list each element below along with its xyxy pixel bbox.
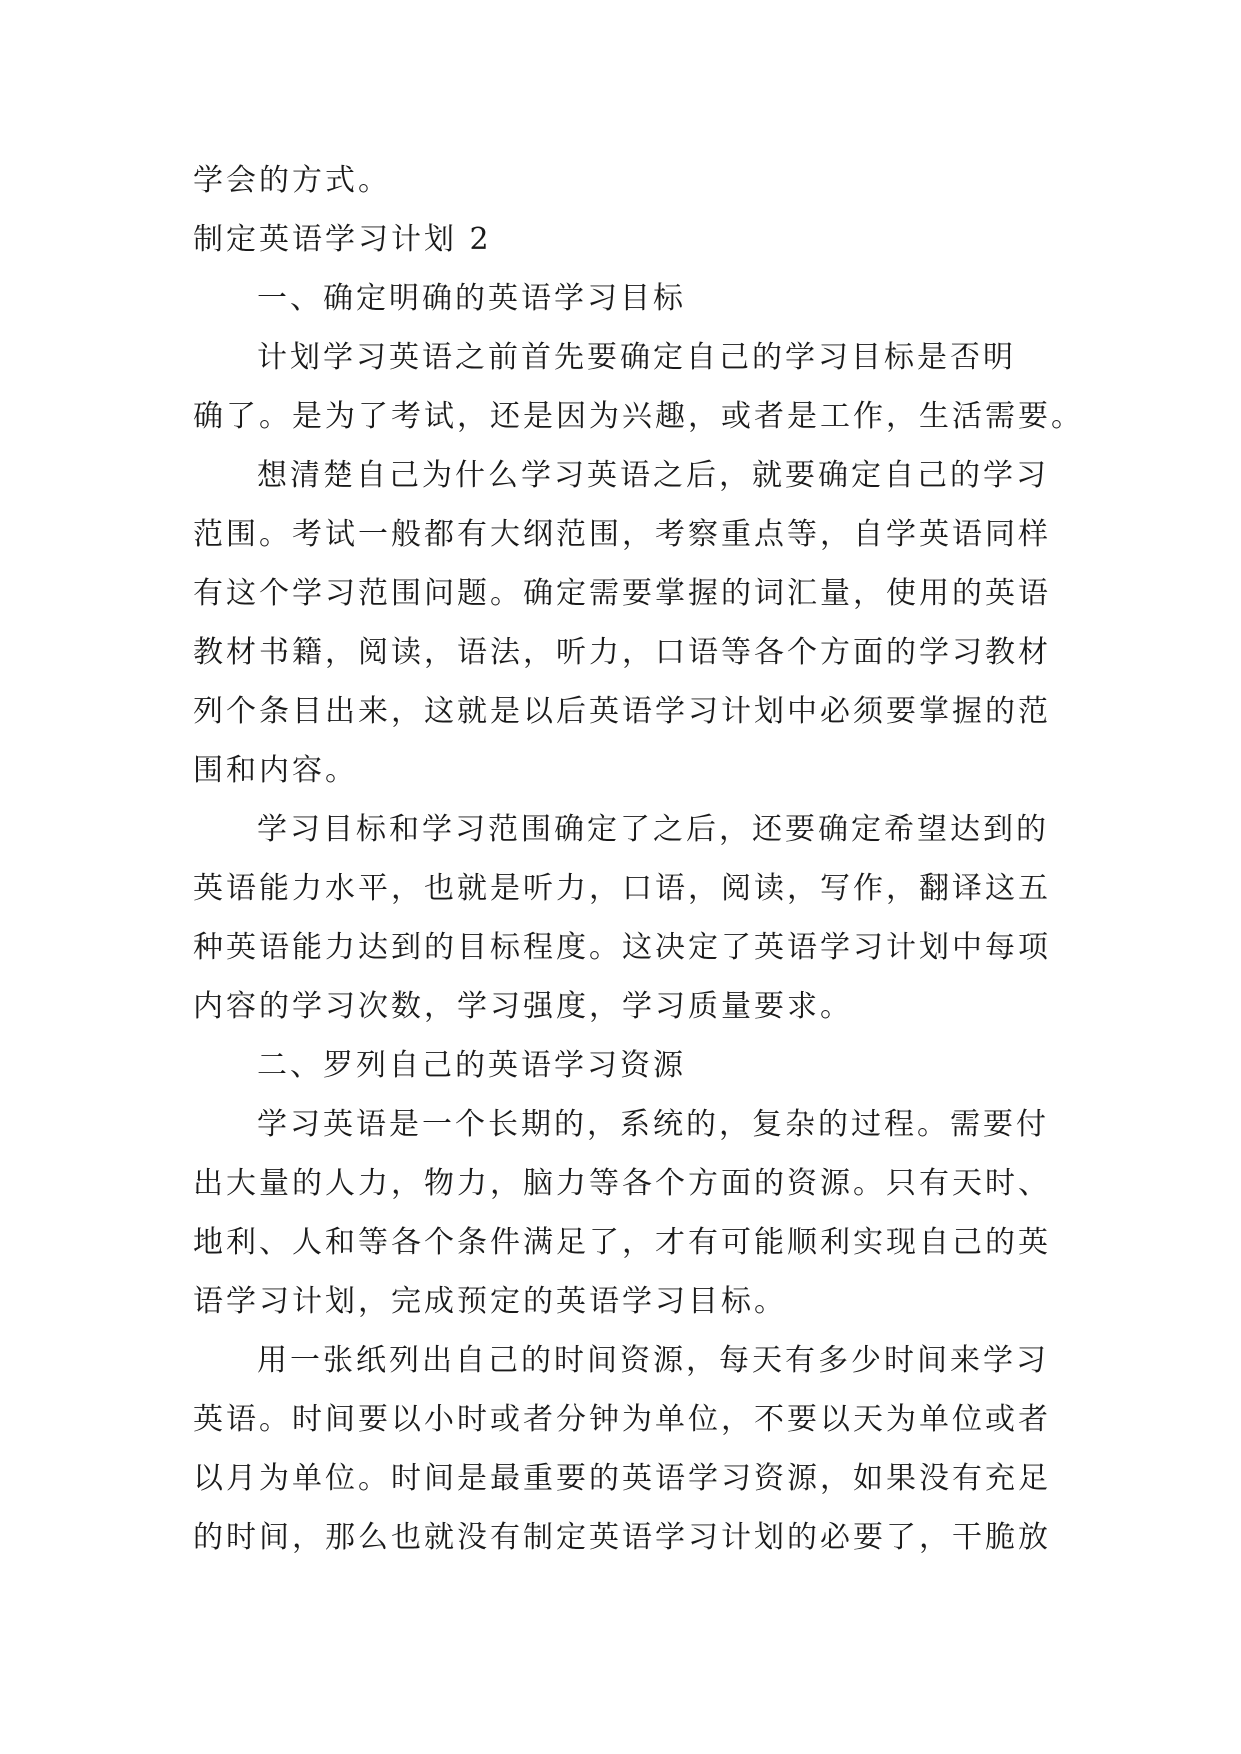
text-line: 学会的方式。 (193, 163, 391, 198)
text-line: 英语。时间要以小时或者分钟为单位，不要以天为单位或者 (193, 1402, 1051, 1437)
text-line: 用一张纸列出自己的时间资源，每天有多少时间来学习 (257, 1343, 1049, 1378)
text-line: 确了。是为了考试，还是因为兴趣，或者是工作，生活需要。 (193, 399, 1084, 434)
text-line: 有这个学习范围问题。确定需要掌握的词汇量，使用的英语 (193, 576, 1051, 611)
document-body (193, 151, 1084, 1567)
text-line: 英语能力水平，也就是听力，口语，阅读，写作，翻译这五 (193, 871, 1051, 906)
text-line: 地利、人和等各个条件满足了，才有可能顺利实现自己的英 (193, 1225, 1051, 1260)
text-line: 想清楚自己为什么学习英语之后，就要确定自己的学习 (257, 458, 1049, 493)
text-line: 以月为单位。时间是最重要的英语学习资源，如果没有充足 (193, 1461, 1051, 1496)
text-line: 围和内容。 (193, 753, 358, 788)
text-line: 的时间，那么也就没有制定英语学习计划的必要了，干脆放 (193, 1520, 1051, 1555)
text-line: 出大量的人力，物力，脑力等各个方面的资源。只有天时、 (193, 1166, 1051, 1201)
text-line: 列个条目出来，这就是以后英语学习计划中必须要掌握的范 (193, 694, 1051, 729)
text-line: 制定英语学习计划 2 (193, 222, 492, 257)
text-line: 范围。考试一般都有大纲范围，考察重点等，自学英语同样 (193, 517, 1051, 552)
text-line: 教材书籍，阅读，语法，听力，口语等各个方面的学习教材 (193, 635, 1051, 670)
text-line: 语学习计划，完成预定的英语学习目标。 (193, 1284, 787, 1319)
text-line: 学习目标和学习范围确定了之后，还要确定希望达到的 (257, 812, 1049, 847)
text-line: 内容的学习次数，学习强度，学习质量要求。 (193, 989, 853, 1024)
text-line: 一、确定明确的英语学习目标 (257, 281, 686, 316)
text-line: 学习英语是一个长期的，系统的，复杂的过程。需要付 (257, 1107, 1049, 1142)
text-line: 种英语能力达到的目标程度。这决定了英语学习计划中每项 (193, 930, 1051, 965)
text-line: 计划学习英语之前首先要确定自己的学习目标是否明 (257, 340, 1016, 375)
text-line: 二、罗列自己的英语学习资源 (257, 1048, 686, 1083)
